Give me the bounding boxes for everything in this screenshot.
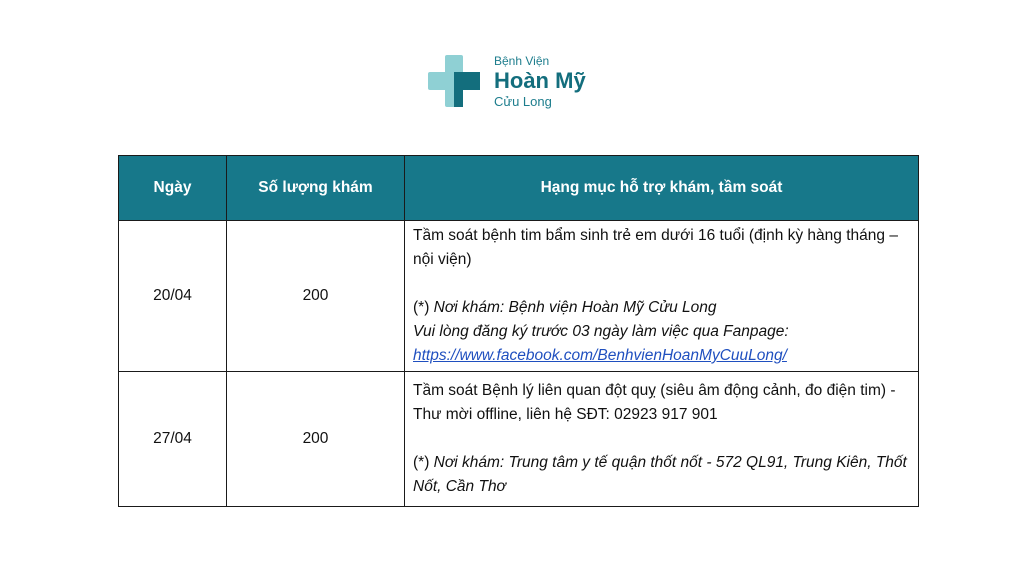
hospital-logo xyxy=(428,50,586,112)
row-description xyxy=(405,221,919,372)
row-date: 27/04 xyxy=(119,372,227,507)
row-quantity: 200 xyxy=(227,221,405,372)
location-note xyxy=(413,451,910,499)
header-date: Ngày xyxy=(119,156,227,221)
logo-line-3: Cửu Long xyxy=(494,93,552,109)
medical-cross-icon xyxy=(428,55,480,107)
note-prefix: (*) xyxy=(413,454,434,471)
header-category: Hạng mục hỗ trợ khám, tầm soát xyxy=(405,156,919,221)
location-note xyxy=(413,296,910,320)
row-date: 20/04 xyxy=(119,221,227,372)
screening-schedule-table xyxy=(118,155,919,507)
table-row xyxy=(119,372,919,507)
note-prefix: (*) xyxy=(413,299,434,316)
fanpage-link[interactable]: https://www.facebook.com/BenhvienHoanMyCuuLong/ xyxy=(413,347,787,364)
note-location: Nơi khám: Bệnh viện Hoàn Mỹ Cửu Long xyxy=(433,299,717,316)
header-quantity: Số lượng khám xyxy=(227,156,405,221)
table-row xyxy=(119,221,919,372)
logo-line-1: Bệnh Viện xyxy=(494,53,550,68)
register-note: Vui lòng đăng ký trước 03 ngày làm việc qua Fanpage: xyxy=(413,323,789,340)
description-text: Tầm soát bệnh tim bẩm sinh trẻ em dưới 16 tuổi (định kỳ hàng tháng – nội viện) xyxy=(413,227,898,268)
row-description xyxy=(405,372,919,507)
note-location: Nơi khám: Trung tâm y tế quận thốt nốt - 572 QL91, Trung Kiên, Thốt Nốt, Cần Thơ xyxy=(413,454,907,495)
logo-text xyxy=(494,55,586,108)
row-quantity: 200 xyxy=(227,372,405,507)
description-text: Tầm soát Bệnh lý liên quan đột quỵ (siêu âm động cảnh, đo điện tim) - Thư mời offline, liên hệ SĐT: 02923 917 901 xyxy=(413,382,896,423)
logo-line-2: Hoàn Mỹ xyxy=(494,67,586,93)
table-header-row xyxy=(119,156,919,221)
